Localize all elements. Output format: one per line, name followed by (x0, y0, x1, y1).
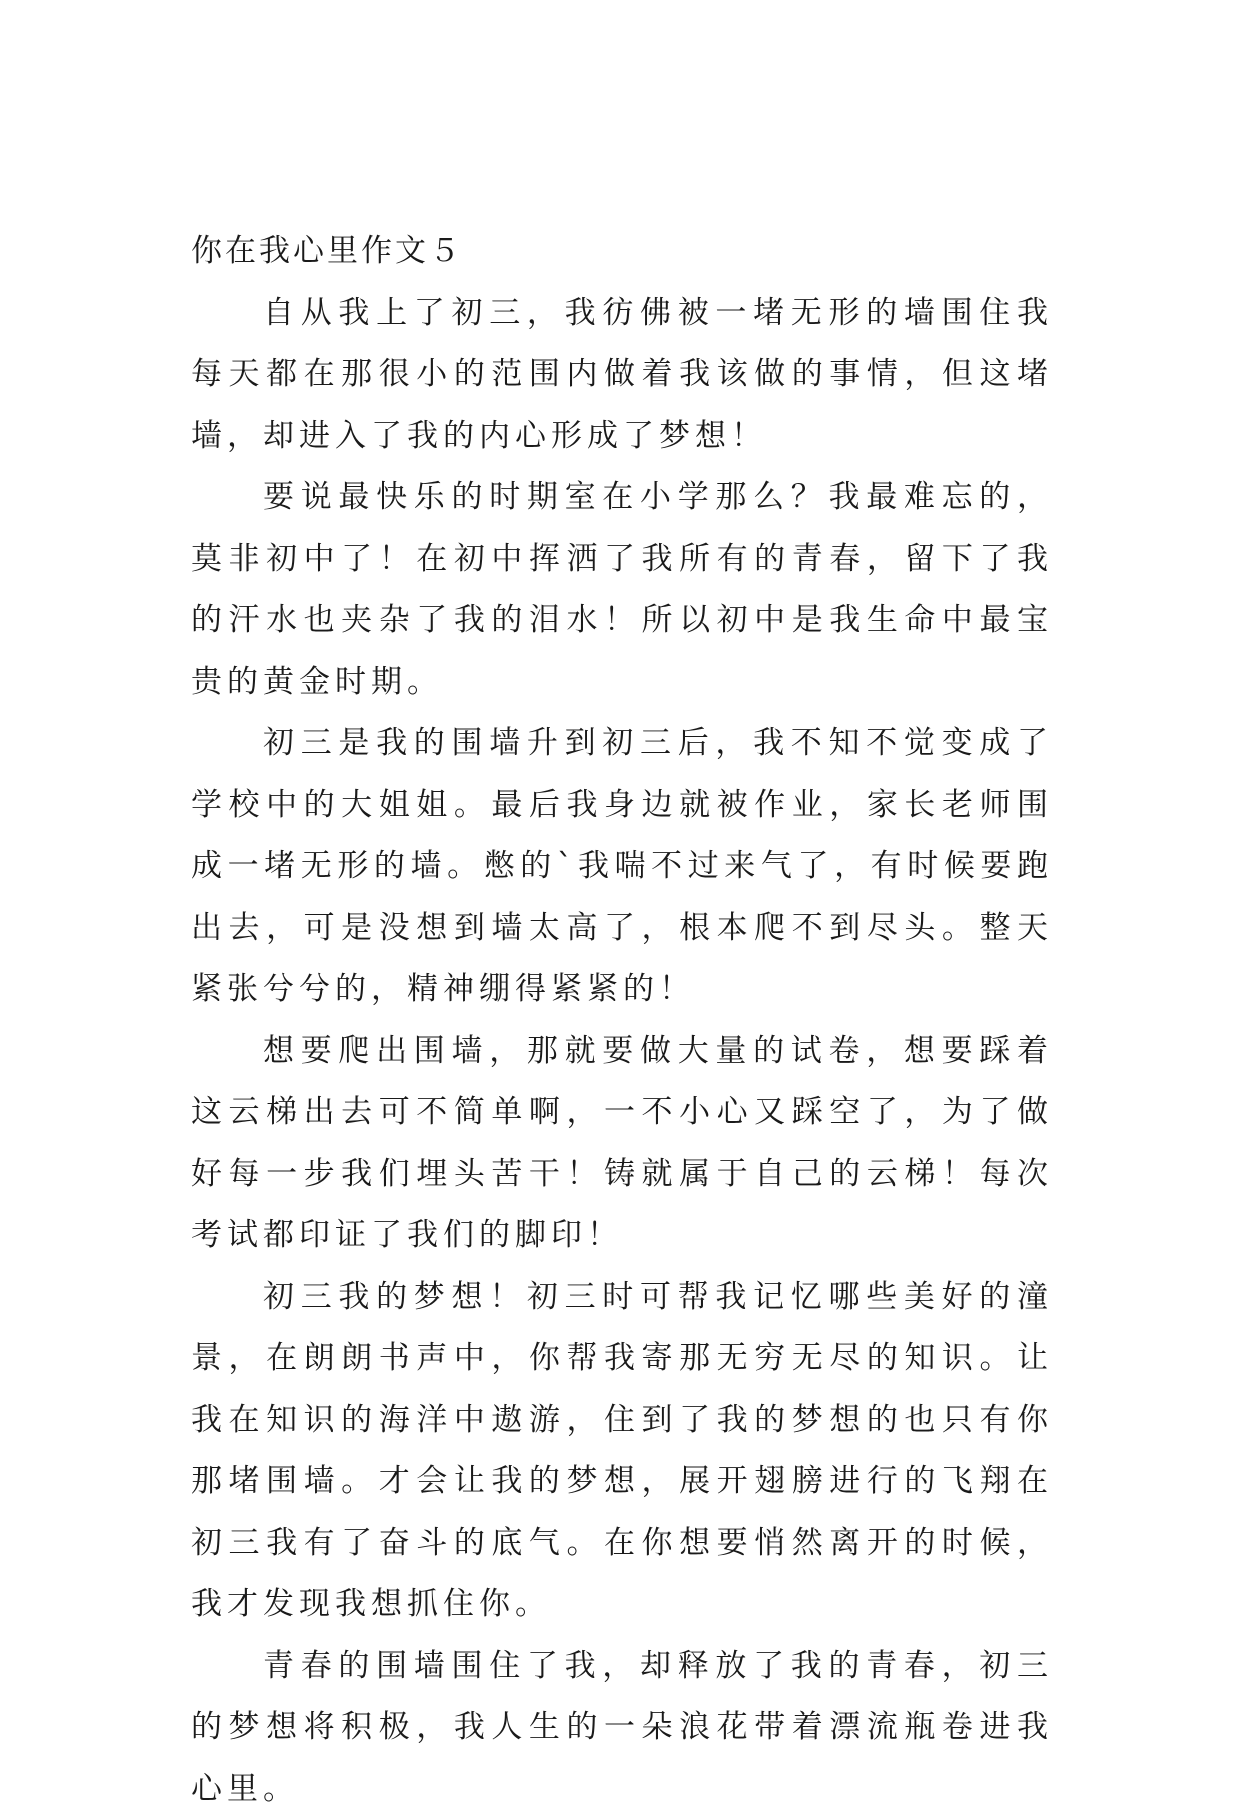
paragraph: 要说最快乐的时期室在小学那么？我最难忘的，莫非初中了！在初中挥洒了我所有的青春，留下了我的汗水也夹杂了我的泪水！所以初中是我生命中最宝贵的黄金时期。 (191, 467, 1053, 713)
paragraph: 初三我的梦想！初三时可帮我记忆哪些美好的潼景，在朗朗书声中，你帮我寄那无穷无尽的知识。让我在知识的海洋中遨游，住到了我的梦想的也只有你那堵围墙。才会让我的梦想，展开翅膀进行的飞翔在初三我有了奋斗的底气。在你想要悄然离开的时候，我才发现我想抓住你。 (191, 1267, 1053, 1636)
paragraph: 想要爬出围墙，那就要做大量的试卷，想要踩着这云梯出去可不简单啊，一不小心又踩空了，为了做好每一步我们埋头苦干！铸就属于自己的云梯！每次考试都印证了我们的脚印！ (191, 1021, 1053, 1267)
document-body (191, 221, 1053, 1820)
paragraph: 青春的围墙围住了我，却释放了我的青春，初三的梦想将积极，我人生的一朵浪花带着漂流瓶卷进我心里。 (191, 1636, 1053, 1820)
paragraph: 自从我上了初三，我彷佛被一堵无形的墙围住我每天都在那很小的范围内做着我该做的事情，但这堵墙，却进入了我的内心形成了梦想！ (191, 283, 1053, 468)
paragraph: 初三是我的围墙升到初三后，我不知不觉变成了学校中的大姐姐。最后我身边就被作业，家长老师围成一堵无形的墙。憋的`我喘不过来气了，有时候要跑出去，可是没想到墙太高了，根本爬不到尽头。整天紧张兮兮的，精神绷得紧紧的！ (191, 713, 1053, 1021)
document-title: 你在我心里作文５ (191, 221, 1053, 283)
